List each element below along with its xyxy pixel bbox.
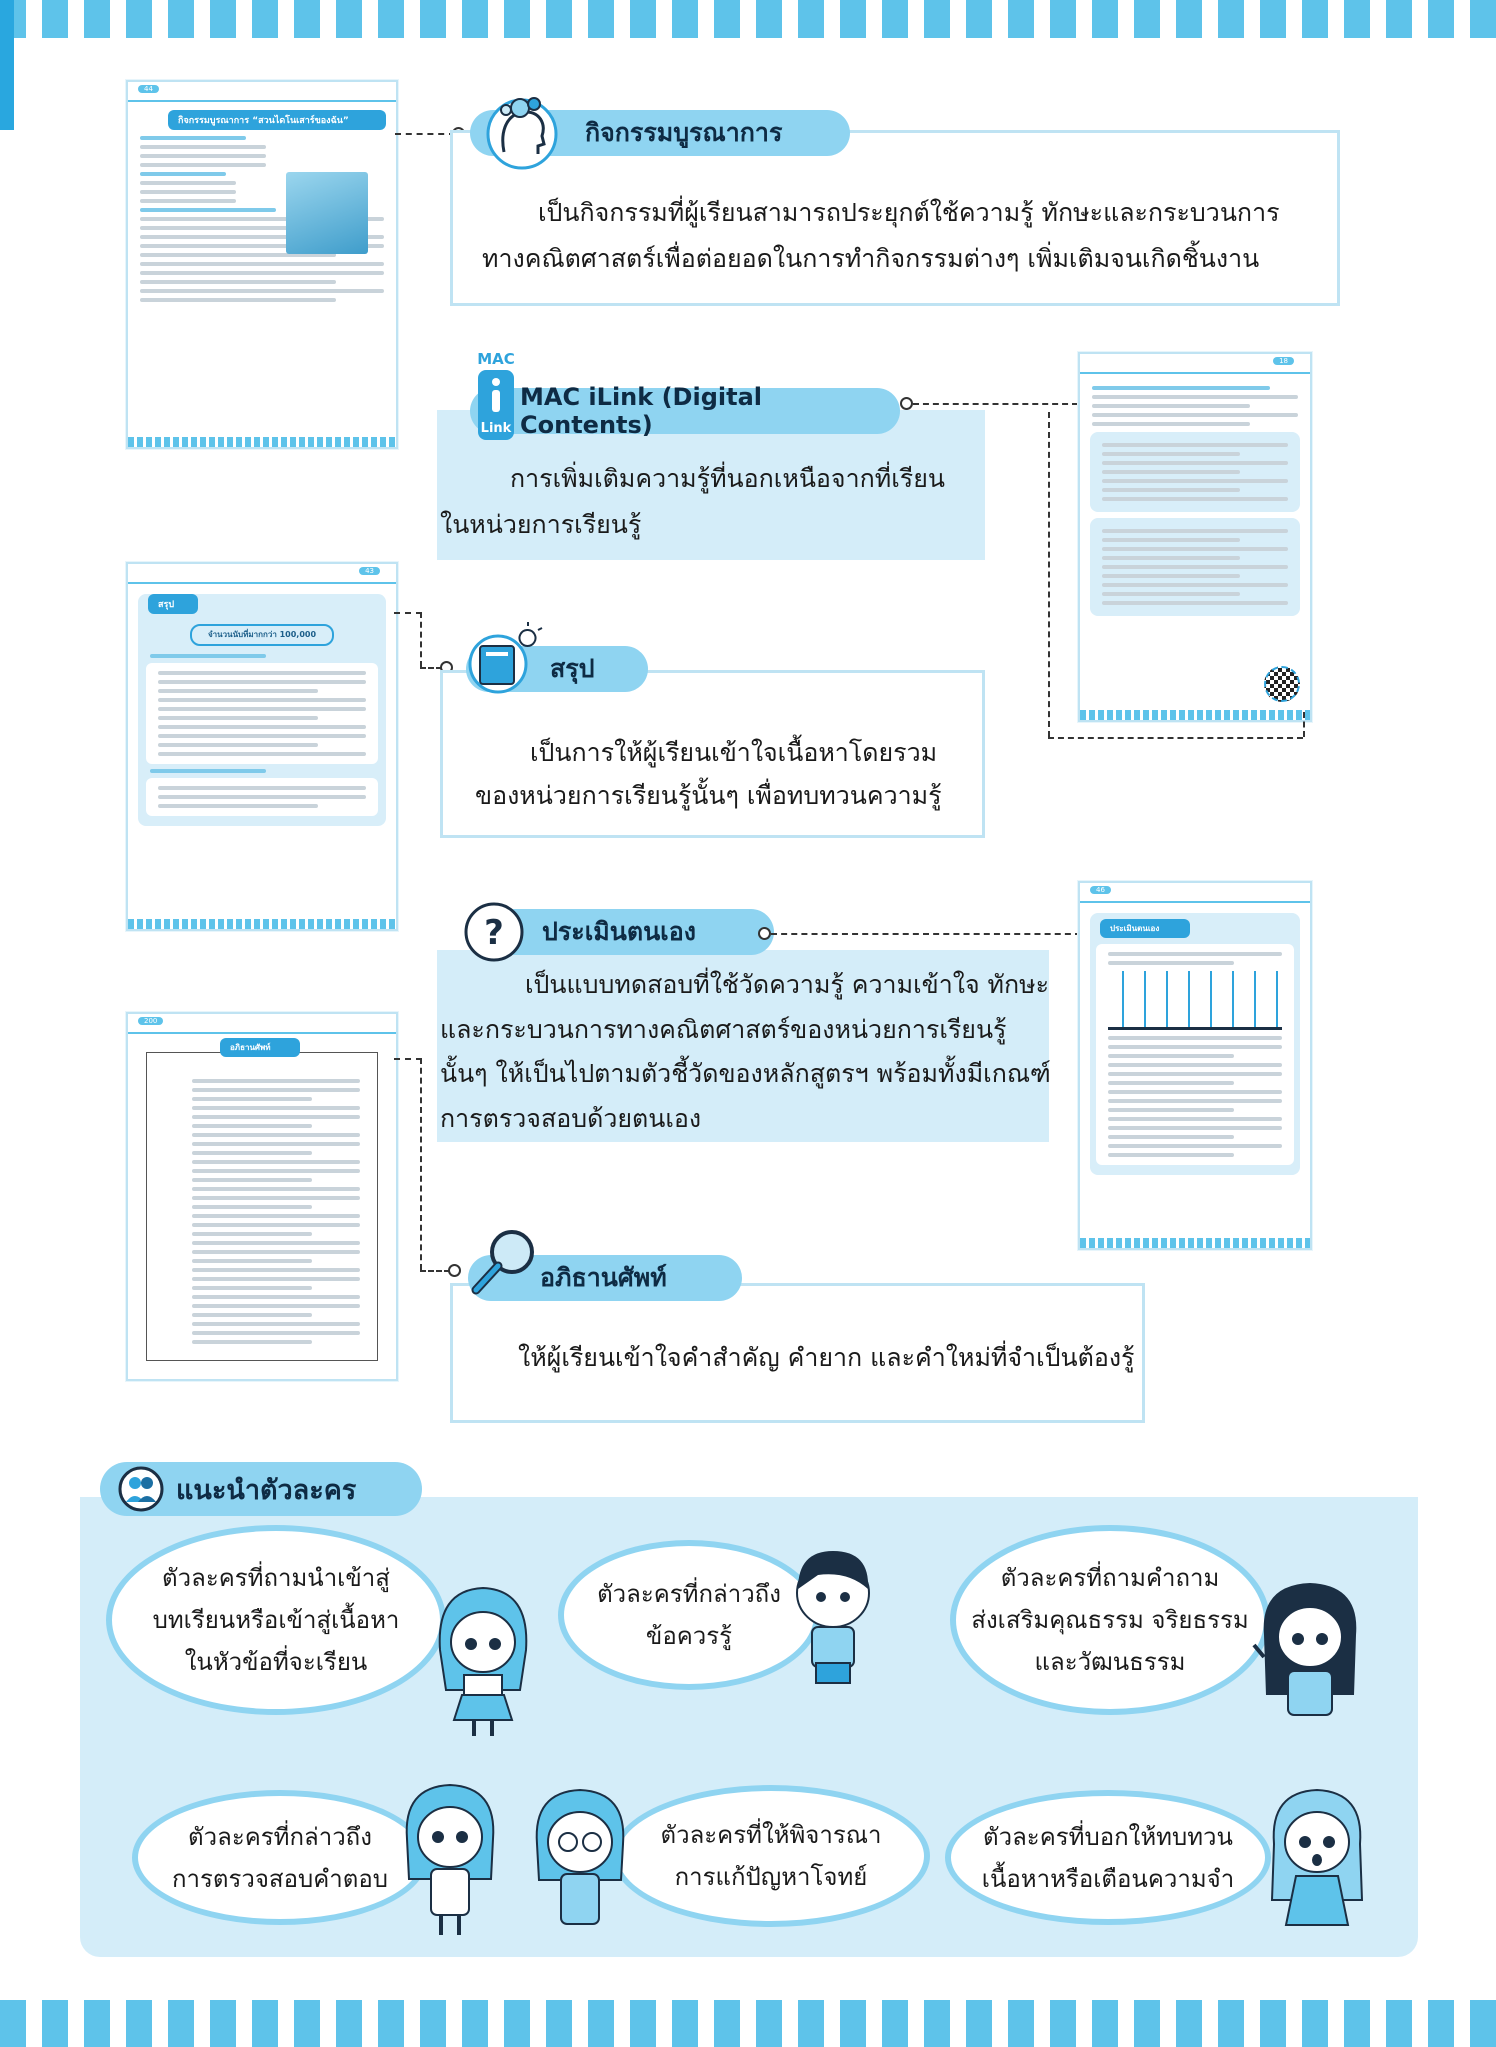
character-5-line-2: การแก้ปัญหาโจทย์ <box>674 1863 868 1891</box>
character-5-girl-glasses-illustration <box>525 1780 635 1945</box>
character-4-line-1: ตัวละครที่กล่าวถึง <box>188 1822 372 1851</box>
integration-line-1: เป็นกิจกรรมที่ผู้เรียนสามารถประยุกต์ใช้ความรู้ ทักษะและกระบวนการ <box>538 198 1280 227</box>
self-assessment-line-1: เป็นแบบทดสอบที่ใช้วัดความรู้ ความเข้าใจ ทักษะ <box>525 970 1050 999</box>
character-1-line-3: ในหัวข้อที่จะเรียน <box>184 1648 368 1676</box>
ilink-title: MAC iLink (Digital Contents) <box>520 383 762 439</box>
character-3-bubble <box>950 1525 1270 1715</box>
character-5-bubble <box>612 1785 930 1927</box>
magnifier-icon <box>468 1226 540 1298</box>
ilink-logo-mac: MAC <box>477 350 515 368</box>
character-6-bubble <box>945 1790 1271 1925</box>
self-assessment-title: ประเมินตนเอง <box>542 917 696 946</box>
character-2-line-1: ตัวละครที่กล่าวถึง <box>597 1580 781 1608</box>
character-6-line-1: ตัวละครที่บอกให้ทบทวน <box>983 1822 1233 1851</box>
character-2-line-2: ข้อควรรู้ <box>645 1622 733 1650</box>
character-1-line-1: ตัวละครที่ถามนำเข้าสู่ <box>162 1564 390 1592</box>
character-6-girl-illustration <box>1262 1780 1372 1945</box>
summary-line-1: เป็นการให้ผู้เรียนเข้าใจเนื้อหาโดยรวม <box>530 738 938 767</box>
ilink-tag <box>470 383 900 439</box>
question-mark-icon <box>462 900 526 964</box>
character-4-girl-illustration <box>395 1775 505 1940</box>
character-1-bubble <box>106 1525 446 1715</box>
summary-page-thumbnail: 43 สรุป จำนวนนับที่มากกว่า 100,000 <box>126 562 398 931</box>
ilink-logo <box>474 350 518 442</box>
character-1-line-2: บทเรียนหรือเข้าสู่เนื้อหา <box>152 1606 400 1634</box>
characters-title: แนะนำตัวละคร <box>176 1474 357 1506</box>
qr-code-icon <box>1264 666 1300 702</box>
book-lightbulb-icon <box>462 622 546 694</box>
self-assessment-page-thumbnail: 46 ประเมินตนเอง <box>1078 881 1312 1250</box>
integration-page-thumbnail: 44 กิจกรรมบูรณาการ “สวนไดโนเสาร์ของฉัน” <box>126 80 398 449</box>
svg-text:?: ? <box>484 913 504 953</box>
left-edge-bar <box>0 0 14 130</box>
character-1-girl-illustration <box>428 1580 538 1740</box>
ilink-line-2: ในหน่วยการเรียนรู้ <box>440 510 642 539</box>
bottom-stripe-border <box>0 2000 1496 2047</box>
integration-line-2: ทางคณิตศาสตร์เพื่อต่อยอดในการทำกิจกรรมต่างๆ เพิ่มเติมจนเกิดชิ้นงาน <box>482 244 1260 273</box>
character-3-line-1: ตัวละครที่ถามคำถาม <box>1000 1564 1220 1592</box>
head-gears-icon <box>482 90 562 170</box>
summary-line-2: ของหน่วยการเรียนรู้นั้นๆ เพื่อทบทวนความรู้ <box>475 781 942 810</box>
character-3-line-2: ส่งเสริมคุณธรรม จริยธรรม <box>971 1606 1249 1634</box>
character-4-bubble <box>132 1790 428 1925</box>
character-3-line-3: และวัฒนธรรม <box>1034 1648 1186 1676</box>
character-3-girl-illustration <box>1250 1575 1370 1735</box>
glossary-line-1: ให้ผู้เรียนเข้าใจคำสำคัญ คำยาก และคำใหม่ที่จำเป็นต้องรู้ <box>518 1343 1135 1372</box>
character-2-boy-illustration <box>778 1535 888 1695</box>
thumbnail-pill: จำนวนนับที่มากกว่า 100,000 <box>190 624 334 646</box>
ilink-page-thumbnail: 18 <box>1078 352 1312 722</box>
self-assessment-line-4: การตรวจสอบด้วยตนเอง <box>440 1104 702 1133</box>
top-stripe-border <box>0 0 1496 38</box>
character-5-line-1: ตัวละครที่ให้พิจารณา <box>660 1821 882 1849</box>
ilink-logo-link: Link <box>480 421 512 436</box>
thumbnail-title: สรุป <box>148 594 198 614</box>
integration-title: กิจกรรมบูรณาการ <box>585 118 783 147</box>
glossary-title: อภิธานศัพท์ <box>540 1263 667 1292</box>
character-4-line-2: การตรวจสอบคำตอบ <box>172 1864 388 1893</box>
characters-tag <box>100 1462 422 1516</box>
self-assessment-line-3: นั้นๆ ให้เป็นไปตามตัวชี้วัดของหลักสูตรฯ พร้อมทั้งมีเกณฑ์ <box>440 1059 1051 1088</box>
thumbnail-title: อภิธานศัพท์ <box>220 1038 300 1057</box>
two-people-icon <box>118 1466 164 1512</box>
ilink-line-1: การเพิ่มเติมความรู้ที่นอกเหนือจากที่เรียน <box>510 464 945 493</box>
self-assessment-line-2: และกระบวนการทางคณิตศาสตร์ของหน่วยการเรียนรู้ <box>440 1015 1007 1044</box>
thumbnail-title: กิจกรรมบูรณาการ “สวนไดโนเสาร์ของฉัน” <box>168 110 386 130</box>
thumbnail-title: ประเมินตนเอง <box>1100 919 1190 938</box>
summary-title: สรุป <box>550 654 595 683</box>
character-6-line-2: เนื้อหาหรือเตือนความจำ <box>981 1864 1235 1893</box>
glossary-page-thumbnail: 200 อภิธานศัพท์ <box>126 1012 398 1381</box>
